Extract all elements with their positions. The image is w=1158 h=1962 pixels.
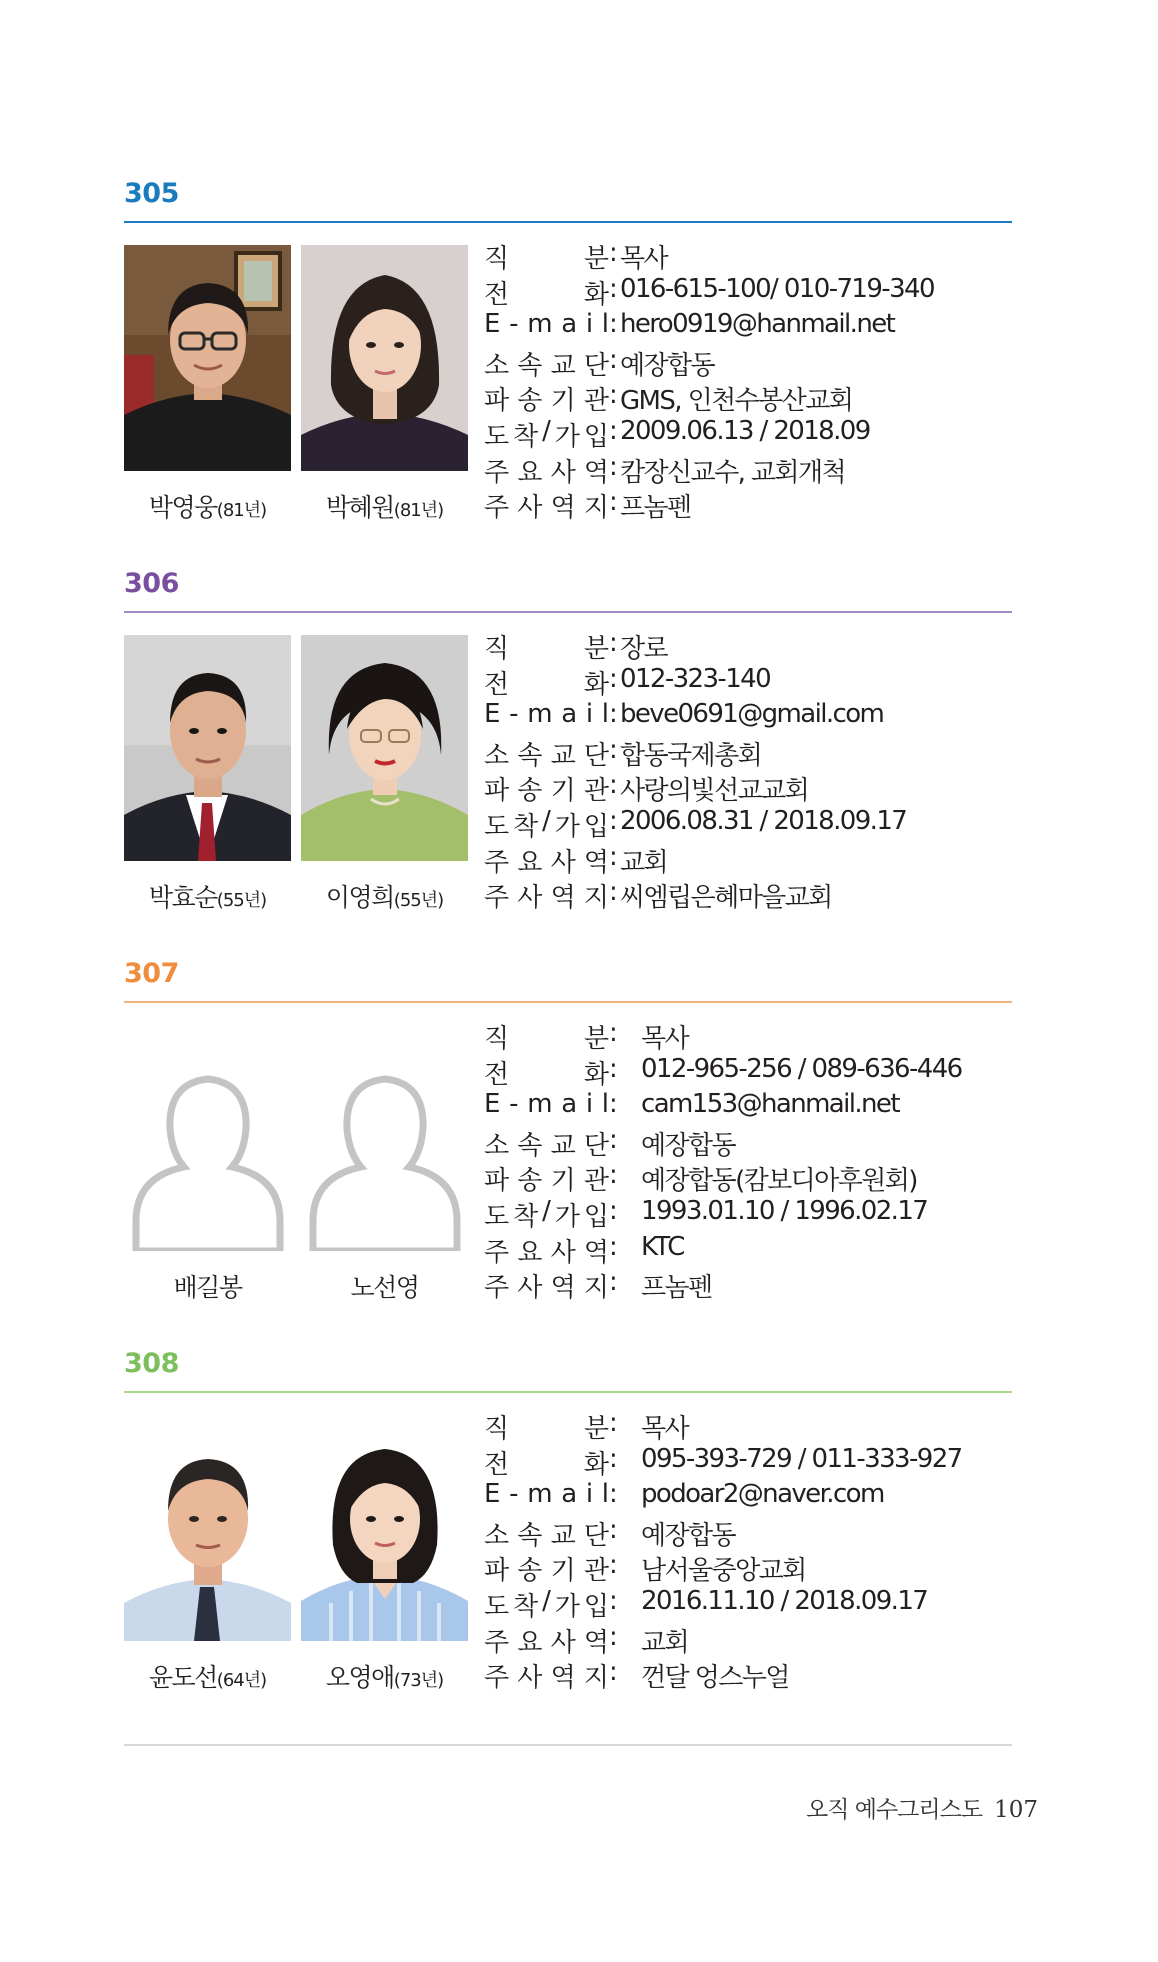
field-value: 장로	[620, 634, 668, 664]
person-name-text: 박혜원	[325, 493, 394, 522]
field-value: hero0919@hanmail.net	[620, 309, 895, 340]
field-label-denomination: 소 속 교 단	[484, 1520, 608, 1551]
field-label-region: 주 사 역 지	[484, 1273, 608, 1304]
field-label-arrival: 도 착 / 가 입	[484, 1585, 608, 1622]
field-label-arrival: 도 착 / 가 입	[484, 415, 608, 452]
person-name	[124, 1658, 291, 1694]
field-label-region: 주 사 역 지	[484, 883, 608, 914]
field-value: 사랑의빛선교교회	[620, 776, 809, 807]
entry-divider	[124, 1001, 1012, 1003]
field-label-email: E - m a i l	[484, 1479, 608, 1510]
photo-female-green-portrait	[301, 635, 468, 861]
footer-divider	[124, 1744, 1012, 1746]
page-number: 107	[994, 1797, 1038, 1823]
field-label-denomination: 소 속 교 단	[484, 350, 608, 381]
entry-divider	[124, 1391, 1012, 1393]
field-value: 012-965-256 / 089-636-446	[641, 1053, 962, 1084]
field-value: 교회	[620, 847, 668, 878]
field-value: 캄장신교수, 교회개척	[620, 457, 845, 488]
entry-number: 308	[124, 1348, 179, 1379]
field-label-denomination: 소 속 교 단	[484, 740, 608, 771]
field-value: 프놈펜	[641, 1273, 712, 1304]
entry-divider	[124, 611, 1012, 613]
field-label-phone: 전 화	[484, 279, 608, 310]
field-label-sending-org: 파 송 기 관	[484, 1166, 608, 1197]
person-name-text: 박효순	[148, 883, 217, 912]
birth-year: (55년)	[393, 890, 444, 911]
birth-year: (81년)	[216, 500, 267, 521]
birth-year: (81년)	[393, 500, 444, 521]
field-label-arrival: 도 착 / 가 입	[484, 1195, 608, 1232]
field-value: 095-393-729 / 011-333-927	[641, 1443, 962, 1474]
field-value: 남서울중앙교회	[641, 1556, 806, 1587]
field-label-phone: 전 화	[484, 1059, 608, 1090]
field-label-ministry: 주 요 사 역	[484, 457, 608, 488]
field-label-position: 직 분	[484, 634, 608, 664]
person-name-text: 오영애	[325, 1663, 394, 1692]
entry-divider	[124, 221, 1012, 223]
person-name	[301, 488, 468, 524]
field-value: 2009.06.13 / 2018.09	[620, 415, 870, 446]
person-name-text: 배길봉	[173, 1273, 242, 1302]
person-name	[124, 488, 291, 524]
field-label-email: E - m a i l	[484, 309, 608, 340]
field-label-arrival: 도 착 / 가 입	[484, 805, 608, 842]
field-value: 목사	[620, 244, 668, 274]
person-name-text: 노선영	[350, 1273, 419, 1302]
photo-female-portrait	[301, 245, 468, 471]
field-label-ministry: 주 요 사 역	[484, 847, 608, 878]
field-value: KTC	[641, 1231, 684, 1262]
field-label-position: 직 분	[484, 1024, 608, 1054]
field-label-denomination: 소 속 교 단	[484, 1130, 608, 1161]
photo-male-glasses-portrait	[124, 245, 291, 471]
person-name	[124, 1268, 291, 1304]
field-value: 프놈펜	[620, 493, 691, 524]
field-value: cam153@hanmail.net	[641, 1089, 899, 1120]
field-value: 목사	[641, 1024, 689, 1054]
photo-female-striped-portrait	[301, 1415, 468, 1641]
field-value: 예장합동	[641, 1520, 736, 1551]
photo-male-tie-portrait	[124, 1415, 291, 1641]
photo-avatar-placeholder-icon	[124, 1025, 291, 1251]
photo-avatar-placeholder-icon	[301, 1025, 468, 1251]
entry-number: 307	[124, 958, 179, 989]
entry-number: 305	[124, 178, 179, 209]
field-value: 목사	[641, 1414, 689, 1444]
field-label-email: E - m a i l	[484, 699, 608, 730]
person-name	[301, 1268, 468, 1304]
field-label-phone: 전 화	[484, 1449, 608, 1480]
field-label-ministry: 주 요 사 역	[484, 1627, 608, 1658]
field-label-sending-org: 파 송 기 관	[484, 776, 608, 807]
field-label-position: 직 분	[484, 244, 608, 274]
field-label-position: 직 분	[484, 1414, 608, 1444]
field-value: podoar2@naver.com	[641, 1479, 884, 1510]
field-value: 합동국제총회	[620, 740, 762, 771]
field-value: 껀달 엉스누얼	[641, 1663, 789, 1694]
person-name-text: 이영희	[325, 883, 394, 912]
birth-year: (55년)	[216, 890, 267, 911]
entry-number: 306	[124, 568, 179, 599]
person-name	[301, 1658, 468, 1694]
field-value: 2006.08.31 / 2018.09.17	[620, 805, 907, 836]
photo-male-suit-portrait	[124, 635, 291, 861]
field-label-phone: 전 화	[484, 669, 608, 700]
field-label-region: 주 사 역 지	[484, 1663, 608, 1694]
birth-year: (73년)	[393, 1670, 444, 1691]
field-value: 교회	[641, 1627, 689, 1658]
field-value: beve0691@gmail.com	[620, 699, 884, 730]
field-value: GMS, 인천수봉산교회	[620, 386, 853, 417]
page-footer	[806, 1791, 1038, 1824]
field-label-region: 주 사 역 지	[484, 493, 608, 524]
field-value: 2016.11.10 / 2018.09.17	[641, 1585, 928, 1616]
field-value: 1993.01.10 / 1996.02.17	[641, 1195, 928, 1226]
field-value: 예장합동(캄보디아후원회)	[641, 1166, 917, 1197]
field-label-sending-org: 파 송 기 관	[484, 386, 608, 417]
field-value: 016-615-100/ 010-719-340	[620, 273, 934, 304]
field-label-sending-org: 파 송 기 관	[484, 1556, 608, 1587]
person-name	[301, 878, 468, 914]
field-value: 012-323-140	[620, 663, 771, 694]
person-name-text: 윤도선	[148, 1663, 217, 1692]
person-name	[124, 878, 291, 914]
person-name-text: 박영웅	[148, 493, 217, 522]
field-value: 예장합동	[620, 350, 715, 381]
field-value: 예장합동	[641, 1130, 736, 1161]
field-label-email: E - m a i l	[484, 1089, 608, 1120]
field-label-ministry: 주 요 사 역	[484, 1237, 608, 1268]
birth-year: (64년)	[216, 1670, 267, 1691]
footer-title: 오직 예수그리스도	[806, 1797, 983, 1823]
field-value: 씨엠립은혜마을교회	[620, 883, 832, 914]
